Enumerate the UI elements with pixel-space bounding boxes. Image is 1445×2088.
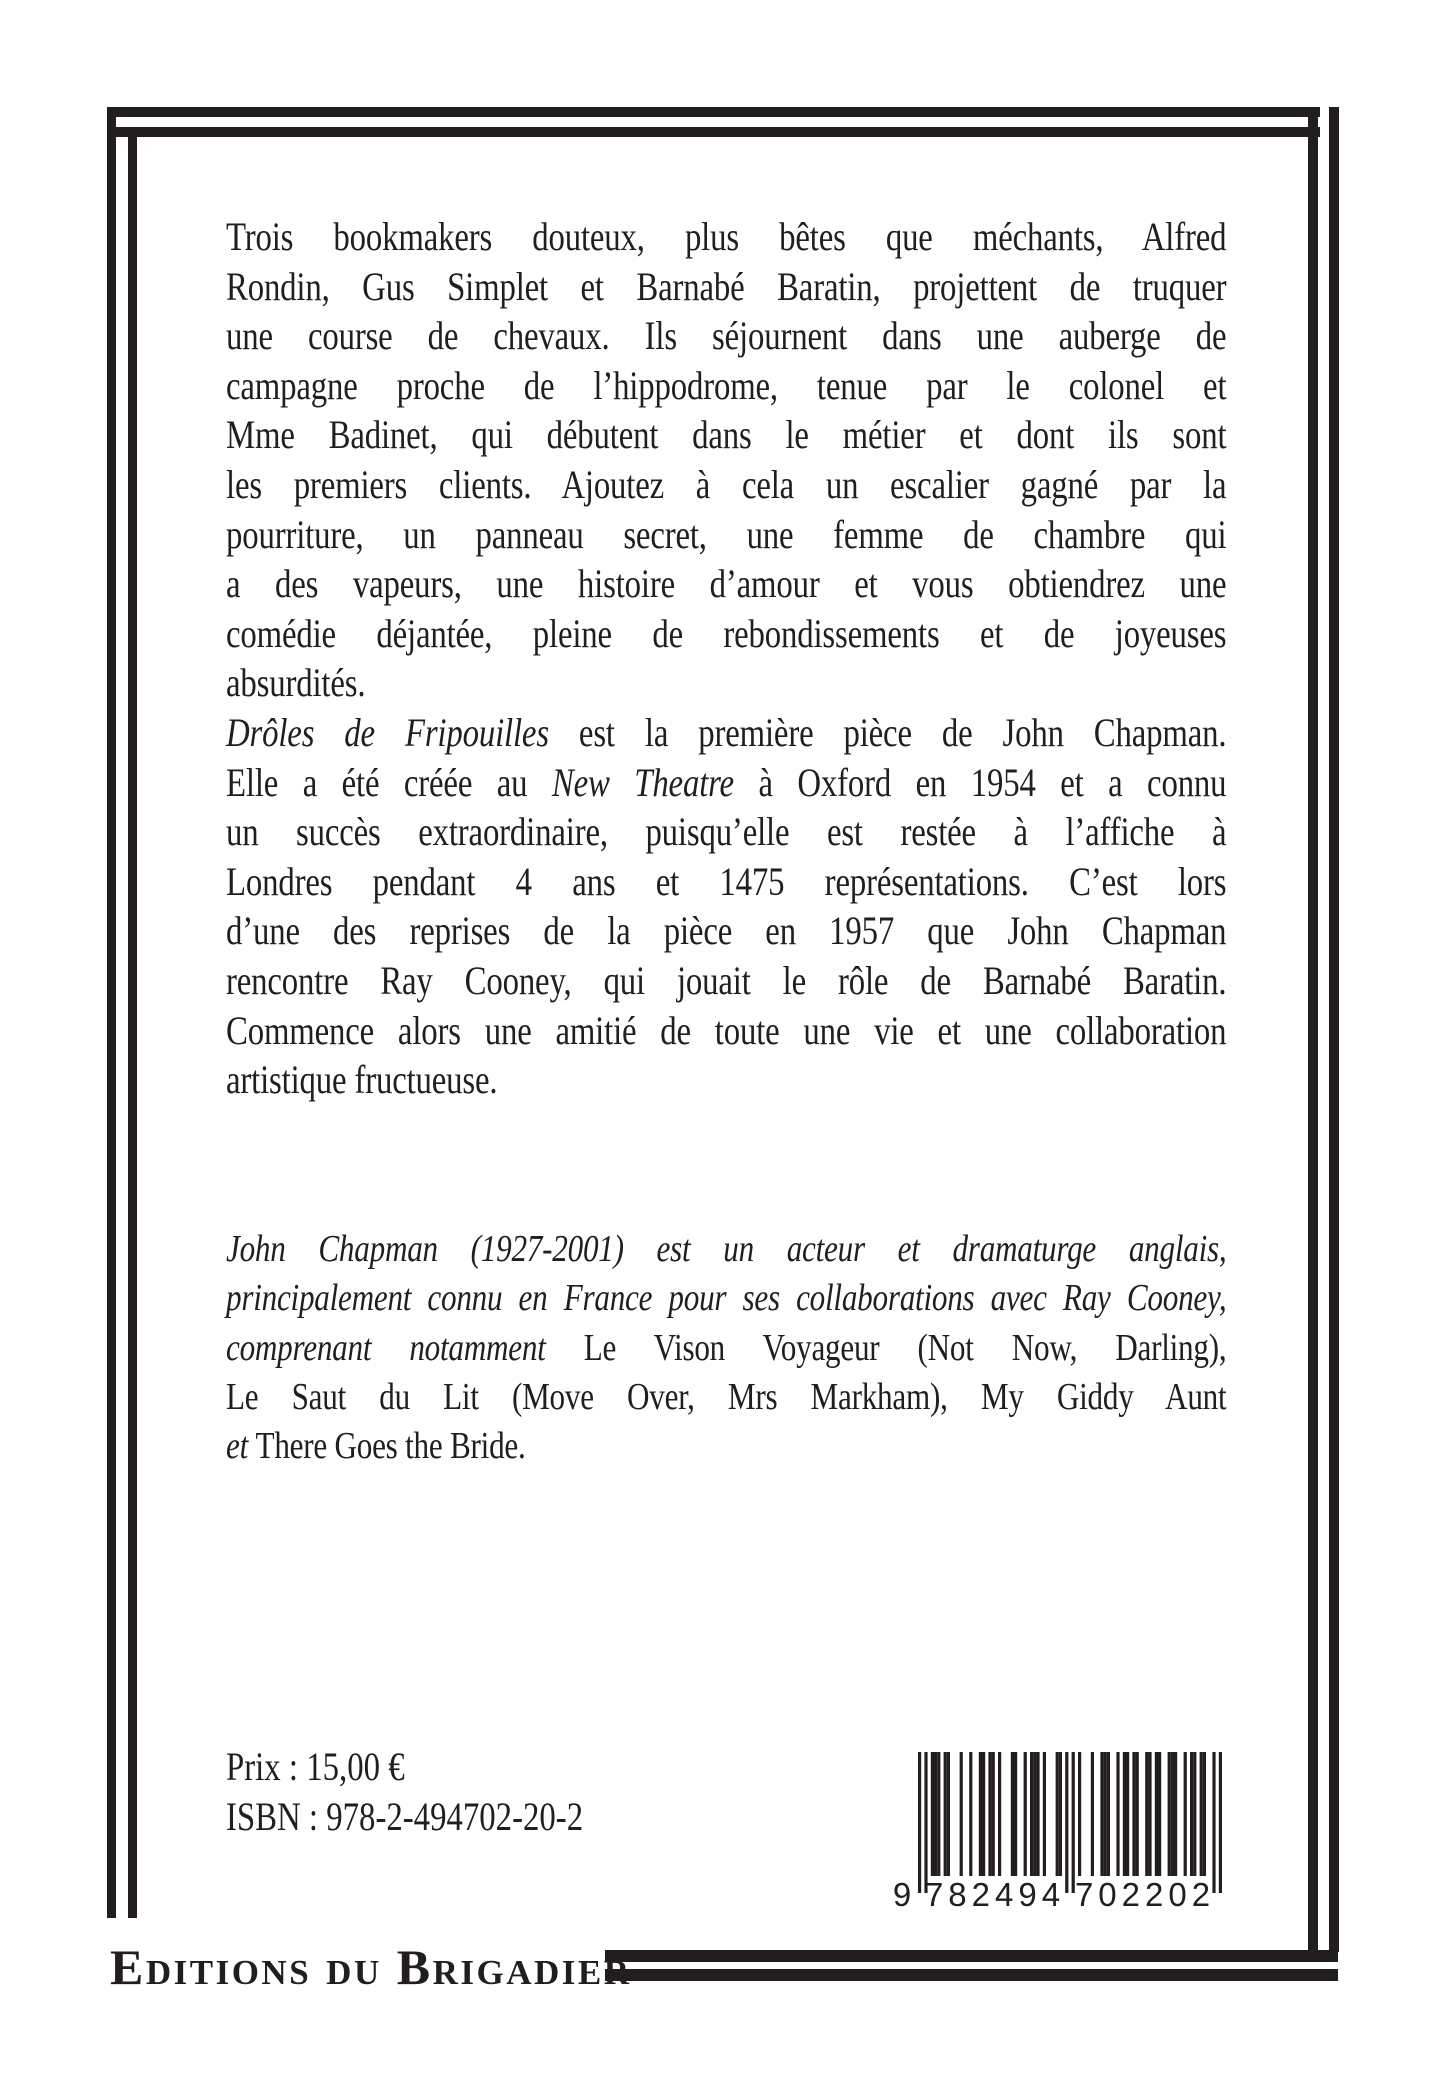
text-line — [226, 1055, 1226, 1105]
barcode-bar — [1014, 1752, 1017, 1876]
ean13-barcode — [890, 1750, 1226, 1912]
text-segment: une course de chevaux. Ils séjournent dans une auberge de — [226, 313, 1227, 359]
barcode-bar — [1056, 1752, 1059, 1876]
text-segment: rencontre Ray Cooney, qui jouait le rôle de Barnabé Baratin. — [226, 957, 1227, 1003]
text-line — [226, 1373, 1226, 1422]
barcode-bar — [1155, 1752, 1158, 1876]
text-segment: Trois bookmakers douteux, plus bêtes que méchants, Alfred — [226, 214, 1227, 259]
text-segment: les premiers clients. Ajoutez à cela un escalier gagné par la — [226, 461, 1227, 507]
barcode-bar — [979, 1752, 982, 1876]
author-bio-text — [226, 1225, 1226, 1471]
text-segment: Elle a été créée au — [226, 759, 552, 805]
barcode-bar — [1116, 1752, 1119, 1876]
text-segment: Le Saut du Lit (Move Over, Mrs Markham), My Giddy Aunt — [226, 1375, 1227, 1418]
text-line — [226, 510, 1226, 560]
text-line — [226, 1225, 1226, 1274]
barcode-bar — [1193, 1752, 1196, 1876]
barcode-bar — [1059, 1752, 1062, 1876]
text-line — [226, 460, 1226, 510]
barcode-bar — [998, 1752, 1001, 1876]
text-line — [226, 857, 1226, 907]
text-line — [226, 1422, 1226, 1471]
barcode-bar — [947, 1752, 950, 1876]
barcode-bar — [1168, 1752, 1171, 1876]
barcode-bar — [1123, 1752, 1126, 1876]
text-segment: absurdités. — [226, 660, 366, 706]
barcode-bar — [988, 1752, 991, 1876]
barcode-bar — [1200, 1752, 1203, 1876]
barcode-bar — [992, 1752, 995, 1876]
synopsis-text — [226, 212, 1226, 1105]
text-line — [226, 1006, 1226, 1056]
text-segment: un succès extraordinaire, puisqu’elle est restée à l’affiche à — [226, 809, 1227, 855]
text-segment: Londres pendant 4 ans et 1475 représentations. C’est lors — [226, 858, 1227, 904]
text-line — [226, 708, 1226, 758]
frame-left-inner-rule — [128, 127, 137, 1918]
frame-right-inner-rule — [1308, 107, 1318, 1952]
barcode-bar — [1190, 1752, 1193, 1876]
frame-right-outer-rule — [1329, 107, 1339, 1952]
barcode-guard-bar — [1072, 1752, 1075, 1893]
barcode-bar — [1148, 1752, 1151, 1876]
barcode-bar — [1030, 1752, 1033, 1876]
barcode-bar — [969, 1752, 972, 1876]
text-line — [226, 212, 1226, 262]
barcode-bar — [1104, 1752, 1107, 1876]
text-segment: Commence alors une amitié de toute une vie et une collaboration — [226, 1007, 1227, 1053]
text-line — [226, 262, 1226, 312]
barcode-digits-group2: 702202 — [1074, 1876, 1216, 1912]
barcode-bar — [1107, 1752, 1110, 1876]
barcode-digits-group1: 782494 — [924, 1876, 1066, 1912]
isbn-line: ISBN : 978-2-494702-20-2 — [226, 1794, 584, 1839]
barcode-bar — [1203, 1752, 1206, 1876]
barcode-bar — [982, 1752, 985, 1876]
barcode-bar — [1043, 1752, 1046, 1876]
barcode-guard-bar — [1219, 1752, 1222, 1893]
publisher-imprint: Editions du Brigadier — [110, 1939, 632, 1995]
frame-left-outer-rule — [107, 107, 116, 1918]
italic-text-segment: comprenant notamment — [226, 1326, 584, 1369]
barcode-bar — [1091, 1752, 1094, 1876]
barcode-bar — [1024, 1752, 1027, 1876]
text-segment: Mme Badinet, qui débutent dans le métier et dont ils sont — [226, 412, 1227, 458]
text-segment: est la première pièce de John Chapman. — [578, 709, 1227, 755]
text-segment: artistique fructueuse. — [226, 1057, 498, 1103]
italic-text-segment: John Chapman (1927-2001) est un acteur et dramaturge anglais, — [226, 1228, 1227, 1270]
barcode-digit-left: 9 — [892, 1876, 912, 1912]
text-line — [226, 609, 1226, 659]
barcode-guard-bar — [924, 1752, 927, 1893]
barcode-bar — [1158, 1752, 1161, 1876]
text-segment: a des vapeurs, une histoire d’amour et vous obtiendrez une — [226, 561, 1227, 607]
barcode-bar — [1011, 1752, 1014, 1876]
barcode-bar — [931, 1752, 934, 1876]
barcode-bar — [1132, 1752, 1135, 1876]
text-line — [226, 361, 1226, 411]
barcode-bar — [1126, 1752, 1129, 1876]
italic-text-segment: principalement connu en France pour ses collaborations avec Ray Cooney, — [226, 1277, 1227, 1320]
barcode-guard-bar — [918, 1752, 921, 1893]
barcode-guard-bar — [1212, 1752, 1215, 1893]
text-segment: Le Vison Voyageur (Not Now, Darling), — [583, 1326, 1227, 1369]
barcode-bar — [1145, 1752, 1148, 1876]
text-segment: d’une des reprises de la pièce en 1957 que John Chapman — [226, 908, 1227, 954]
barcode-bar — [944, 1752, 947, 1876]
barcode-guard-bar — [1065, 1752, 1068, 1893]
italic-text-segment: New Theatre — [551, 759, 734, 805]
barcode-bar — [1136, 1752, 1139, 1876]
price-line: Prix : 15,00 € — [226, 1744, 405, 1789]
barcode-bar — [1184, 1752, 1187, 1876]
barcode-bar — [1036, 1752, 1039, 1876]
barcode-bar — [1171, 1752, 1174, 1876]
barcode-bar — [934, 1752, 937, 1876]
text-line — [226, 311, 1226, 361]
text-line — [226, 807, 1226, 857]
text-line — [226, 758, 1226, 808]
text-line — [226, 410, 1226, 460]
barcode-bar — [1100, 1752, 1103, 1876]
text-line — [226, 658, 1226, 708]
italic-text-segment: et — [226, 1425, 256, 1468]
text-segment: comédie déjantée, pleine de rebondissements et de joyeuses — [226, 610, 1227, 656]
barcode-bar — [960, 1752, 963, 1876]
text-line — [226, 956, 1226, 1006]
text-line — [226, 1324, 1226, 1373]
barcode-bars — [918, 1752, 1222, 1893]
text-line — [226, 1274, 1226, 1323]
text-line — [226, 906, 1226, 956]
text-segment: campagne proche de l’hippodrome, tenue par le colonel et — [226, 362, 1227, 408]
italic-text-segment: Drôles de Fripouilles — [226, 709, 579, 755]
text-segment: There Goes the Bride. — [255, 1425, 526, 1468]
text-segment: pourriture, un panneau secret, une femme de chambre qui — [226, 511, 1227, 557]
barcode-bar — [1078, 1752, 1081, 1876]
barcode-bar — [1033, 1752, 1036, 1876]
barcode-bar — [937, 1752, 940, 1876]
text-segment: à Oxford en 1954 et a connu — [733, 759, 1227, 805]
text-line — [226, 559, 1226, 609]
text-segment: Rondin, Gus Simplet et Barnabé Baratin, projettent de truquer — [226, 263, 1227, 309]
barcode-bar — [1174, 1752, 1177, 1876]
